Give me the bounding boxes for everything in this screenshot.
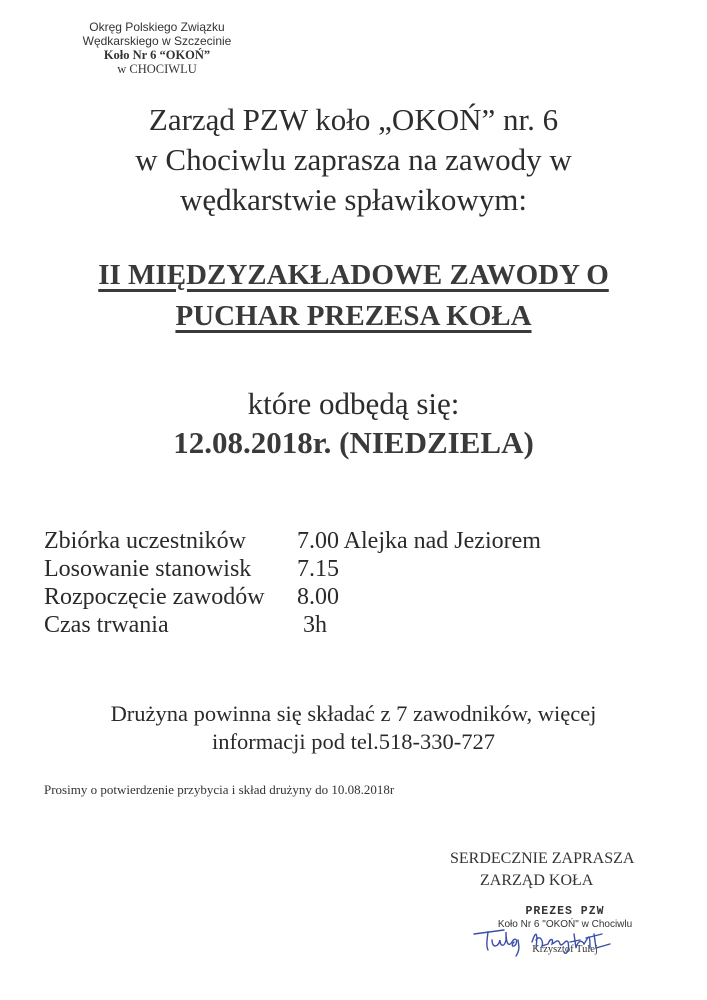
- schedule-row: [44, 555, 541, 583]
- schedule-label: Zbiórka uczestników: [44, 528, 246, 554]
- intro-line: w Chociwlu zaprasza na zawody w: [135, 142, 572, 177]
- schedule: [44, 527, 541, 639]
- schedule-label: Losowanie stanowisk: [44, 556, 252, 582]
- handwritten-signature: [470, 920, 640, 960]
- schedule-label: Czas trwania: [44, 612, 169, 638]
- confirmation-note: Prosimy o potwierdzenie przybycia i skład drużyny do 10.08.2018r: [44, 782, 395, 797]
- association-stamp: [62, 20, 252, 76]
- team-line: Drużyna powinna się składać z 7 zawodników, więcej: [110, 701, 597, 726]
- intro-line: wędkarstwie spławikowym:: [180, 182, 527, 217]
- invitation-intro: [0, 100, 707, 220]
- stamp-line: Wędkarskiego w Szczecinie: [82, 34, 232, 48]
- team-info: [0, 700, 707, 756]
- stamp-line: w CHOCIWLU: [117, 62, 197, 76]
- date-label: które odbędą się:: [247, 386, 460, 421]
- closing-line: ZARZĄD KOŁA: [480, 872, 594, 889]
- schedule-row: [44, 527, 541, 555]
- team-line: informacji pod tel.518-330-727: [211, 729, 496, 754]
- schedule-row: [44, 583, 541, 611]
- schedule-label: Rozpoczęcie zawodów: [44, 584, 265, 610]
- schedule-row: [44, 611, 541, 639]
- event-date: 12.08.2018r. (NIEDZIELA): [173, 425, 534, 460]
- stamp-line: PREZES PZW: [525, 905, 605, 918]
- title-line: PUCHAR PREZESA KOŁA: [175, 300, 532, 332]
- stamp-line: Krzysztof Tulej: [532, 944, 598, 955]
- competition-title: [0, 255, 707, 337]
- title-line: II MIĘDZYZAKŁADOWE ZAWODY O: [98, 259, 609, 291]
- event-date-block: [0, 384, 707, 462]
- intro-line: Zarząd PZW koło „OKOŃ” nr. 6: [148, 102, 559, 137]
- schedule-value: 8.00: [297, 584, 339, 610]
- schedule-value: 3h: [297, 612, 327, 638]
- stamp-line: Okręg Polskiego Związku: [89, 20, 225, 34]
- closing-line: SERDECZNIE ZAPRASZA: [450, 850, 635, 867]
- stamp-line: Koło Nr 6 "OKOŃ" w Chociwlu: [497, 919, 633, 930]
- closing-greeting: [450, 848, 634, 892]
- schedule-value: 7.15: [297, 556, 339, 582]
- stamp-line: Koło Nr 6 “OKOŃ”: [103, 48, 211, 62]
- schedule-value: 7.00 Alejka nad Jeziorem: [297, 528, 541, 554]
